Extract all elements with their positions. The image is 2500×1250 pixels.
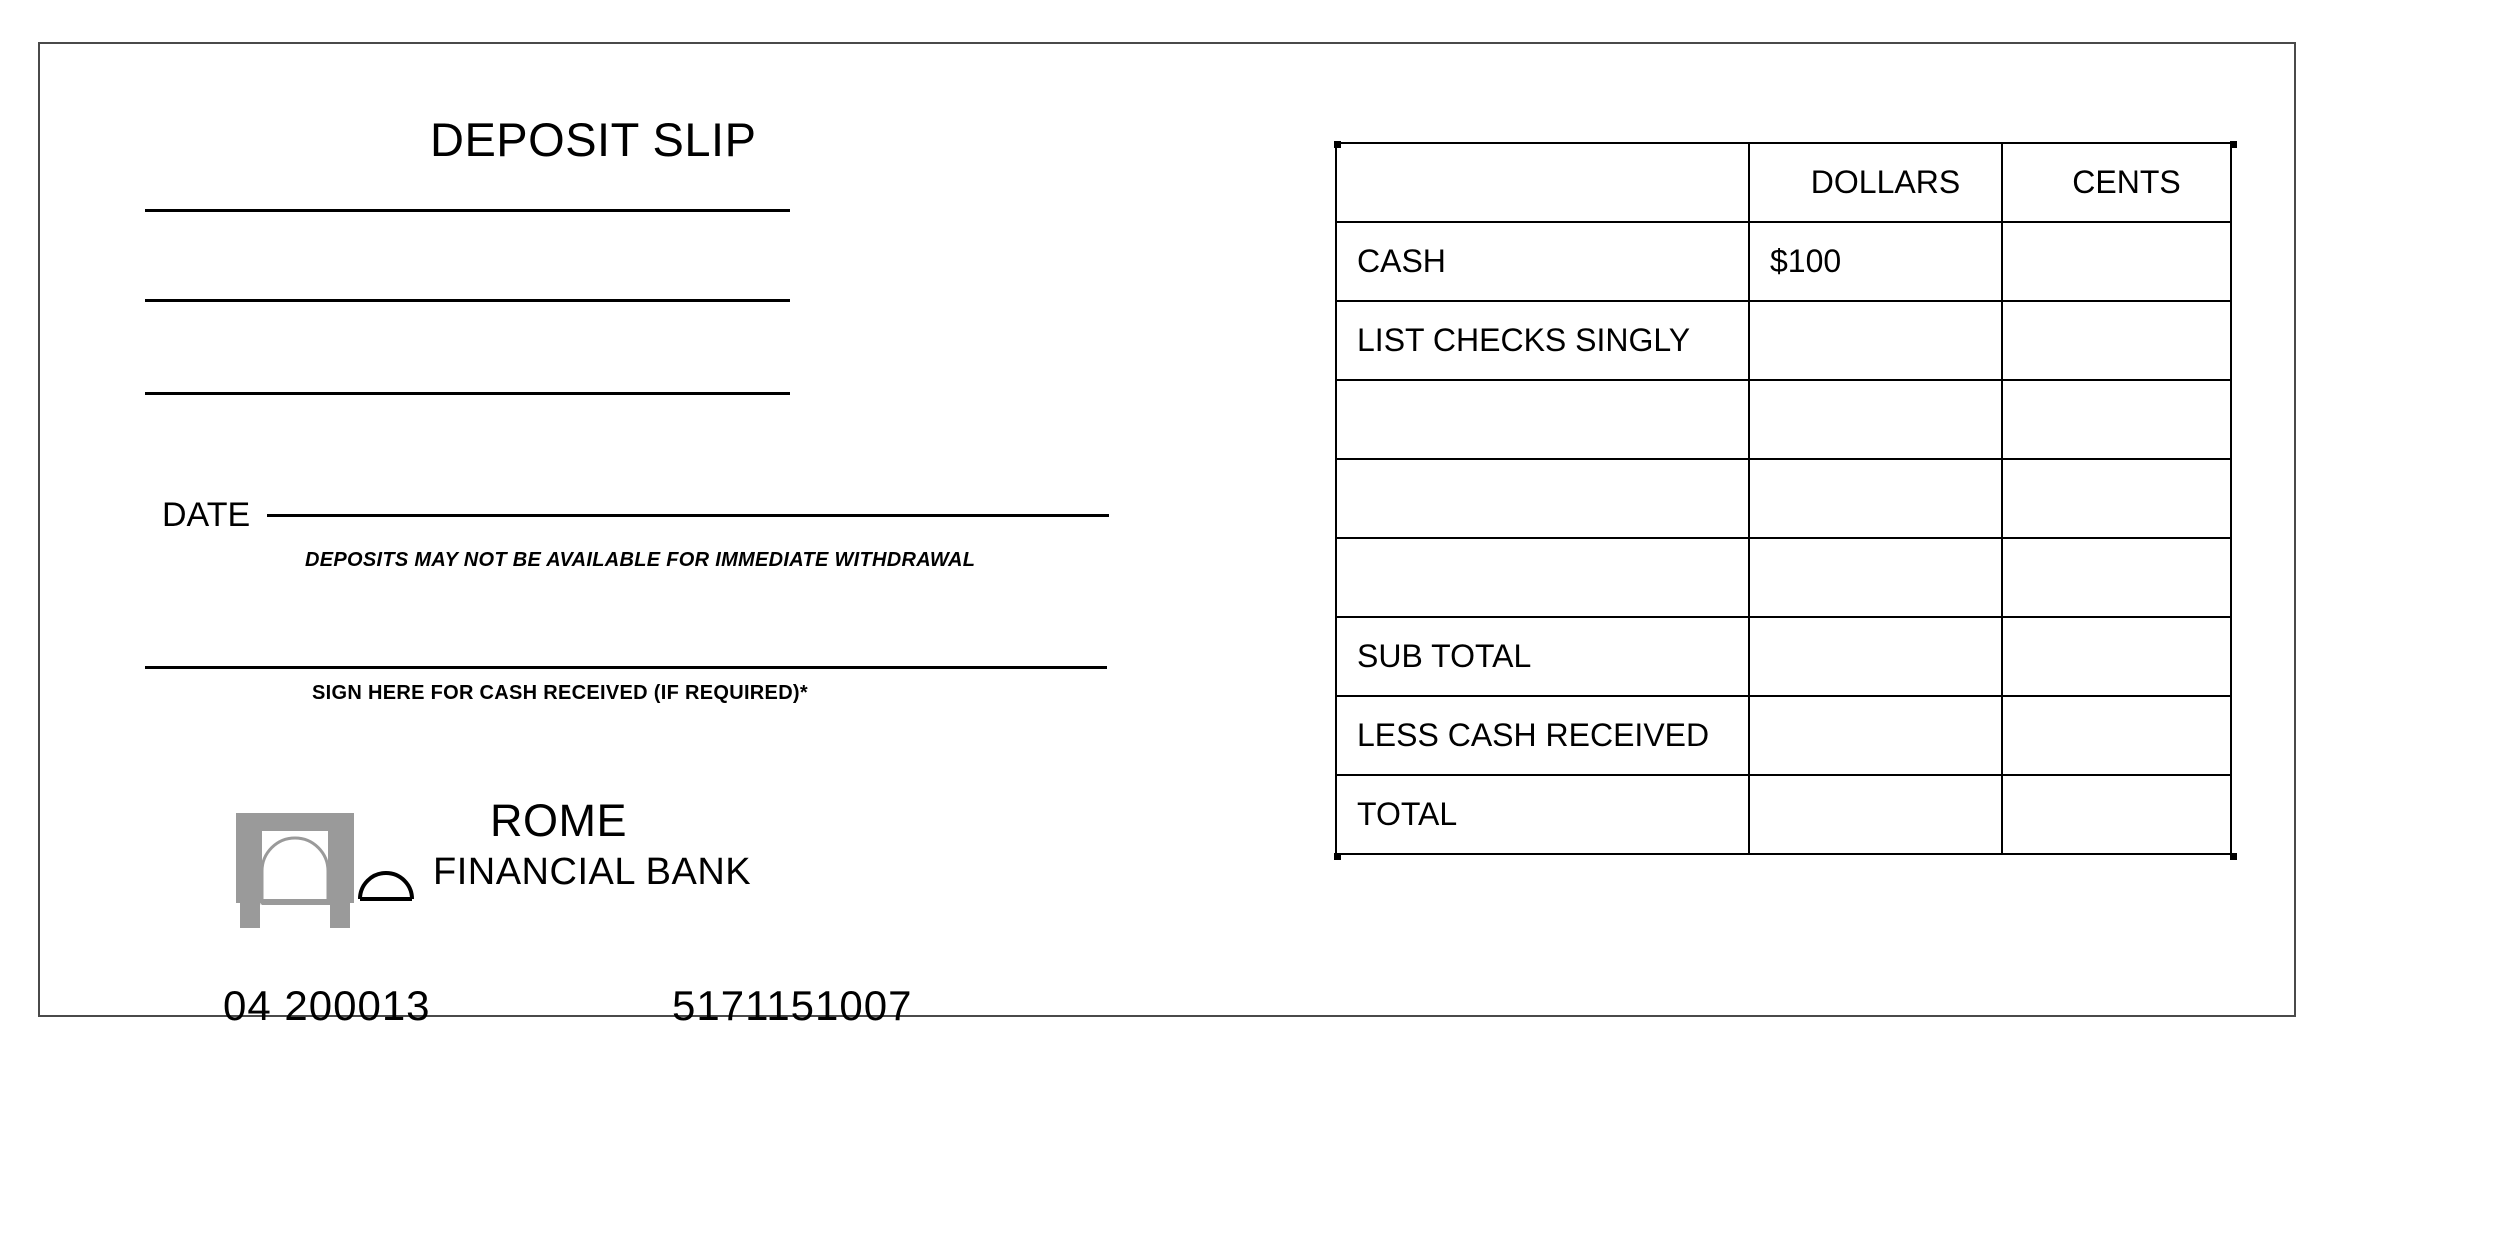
table-row (1336, 459, 2231, 538)
cents-cell[interactable] (2002, 459, 2231, 538)
header-dollars: DOLLARS (1749, 143, 2002, 222)
slip-left-panel (40, 44, 1290, 1029)
bank-subtitle: FINANCIAL BANK (433, 851, 752, 893)
cents-cell[interactable] (2002, 380, 2231, 459)
row-label-cell: LIST CHECKS SINGLY (1336, 301, 1749, 380)
table-row (1336, 696, 2231, 775)
row-label-cell: LESS CASH RECEIVED (1336, 696, 1749, 775)
table-corner-tick-2 (2230, 141, 2237, 148)
row-label-cell (1336, 538, 1749, 617)
date-write-line[interactable] (267, 514, 1109, 517)
dollars-cell[interactable]: $100 (1749, 222, 2002, 301)
table-header-row (1336, 143, 2231, 222)
table-row (1336, 222, 2231, 301)
table-corner-tick-1 (1334, 141, 1341, 148)
header-blank-cell (1336, 143, 1749, 222)
date-label: DATE (162, 496, 251, 534)
account-number: 5171151007 (672, 982, 913, 1029)
page-title: DEPOSIT SLIP (430, 113, 757, 166)
dollars-cell[interactable] (1749, 775, 2002, 854)
bank-name: ROME (490, 795, 627, 846)
table-row (1336, 775, 2231, 854)
dollars-cell[interactable] (1749, 538, 2002, 617)
cents-cell[interactable] (2002, 222, 2231, 301)
cents-cell[interactable] (2002, 775, 2231, 854)
table-row (1336, 617, 2231, 696)
row-label-cell (1336, 459, 1749, 538)
dollars-cell[interactable] (1749, 380, 2002, 459)
dollars-cell[interactable] (1749, 617, 2002, 696)
amount-table (1335, 142, 2232, 855)
cents-cell[interactable] (2002, 617, 2231, 696)
row-label-cell: CASH (1336, 222, 1749, 301)
name-write-line-1[interactable] (145, 209, 790, 212)
row-label-cell (1336, 380, 1749, 459)
signature-write-line[interactable] (145, 666, 1107, 669)
table-row (1336, 380, 2231, 459)
withdrawal-availability-note: DEPOSITS MAY NOT BE AVAILABLE FOR IMMEDIATE WITHDRAWAL (305, 549, 976, 571)
row-label-cell: SUB TOTAL (1336, 617, 1749, 696)
cents-cell[interactable] (2002, 696, 2231, 775)
dollars-cell[interactable] (1749, 301, 2002, 380)
cents-cell[interactable] (2002, 301, 2231, 380)
routing-number: 04 200013 (223, 982, 431, 1029)
name-write-line-3[interactable] (145, 392, 790, 395)
name-write-line-2[interactable] (145, 299, 790, 302)
row-label-cell: TOTAL (1336, 775, 1749, 854)
table-corner-tick-3 (1334, 853, 1341, 860)
table-row (1336, 538, 2231, 617)
header-cents: CENTS (2002, 143, 2231, 222)
deposit-slip (38, 42, 2296, 1029)
dollars-cell[interactable] (1749, 696, 2002, 775)
table-row (1336, 301, 2231, 380)
bank-logo (200, 791, 820, 951)
cents-cell[interactable] (2002, 538, 2231, 617)
bridge-arch-icon (232, 813, 422, 928)
table-corner-tick-4 (2230, 853, 2237, 860)
signature-instruction-note: SIGN HERE FOR CASH RECEIVED (IF REQUIRED)* (312, 682, 808, 704)
dollars-cell[interactable] (1749, 459, 2002, 538)
